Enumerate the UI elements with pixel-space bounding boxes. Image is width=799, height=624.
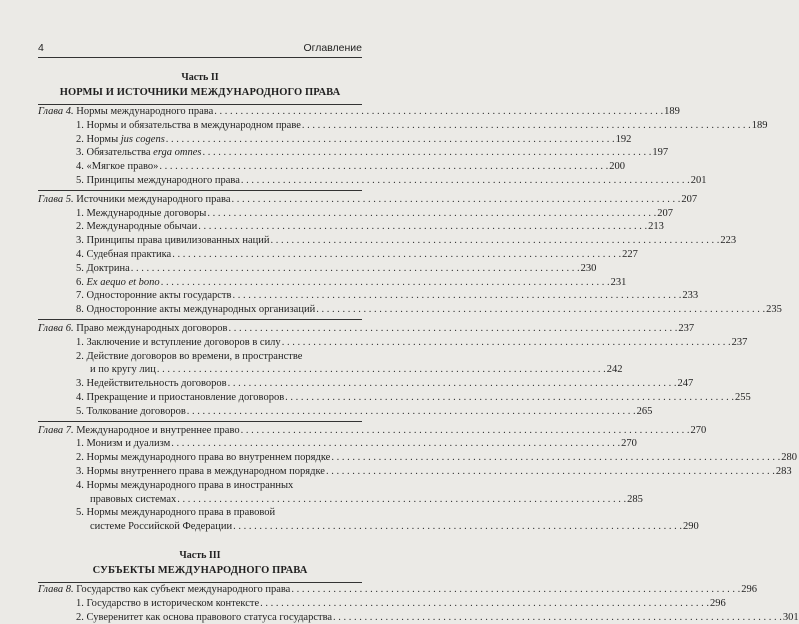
- section-title: 4. «Мягкое право»: [76, 160, 158, 174]
- section-entry[interactable]: [38, 234, 362, 248]
- page-ref: 237: [678, 322, 694, 336]
- running-head: [38, 0, 362, 58]
- section-title: 2. Нормы международного права во внутреннем порядке: [76, 451, 330, 465]
- chapter-title: Международное и внутреннее право: [76, 425, 239, 436]
- section-title-latin: jus cogens: [121, 134, 165, 145]
- section-entry[interactable]: [38, 391, 362, 405]
- page-ref: 207: [657, 207, 673, 221]
- page-ref: 201: [691, 174, 707, 188]
- section-title-line: 4. Нормы международного права в иностранных: [38, 479, 362, 493]
- section-title: 3. Принципы права цивилизованных наций: [76, 234, 270, 248]
- page-ref: 223: [720, 234, 736, 248]
- section-title: 5. Принципы международного права: [76, 174, 240, 188]
- page-ref: 255: [735, 391, 751, 405]
- page-ref: 290: [683, 520, 699, 534]
- section-title: 2. Международные обычаи: [76, 220, 197, 234]
- section-entry[interactable]: [38, 437, 362, 451]
- page-ref: 213: [648, 220, 664, 234]
- part-label: Часть II: [38, 70, 362, 85]
- part-label: Часть III: [38, 548, 362, 563]
- page-number: 4: [38, 42, 44, 54]
- page-ref: 247: [677, 377, 693, 391]
- page-ref: 285: [627, 493, 643, 507]
- chapter-title: Источники международного права: [76, 194, 230, 205]
- part-heading: [38, 70, 362, 100]
- section-entry[interactable]: [38, 520, 362, 534]
- divider: [38, 319, 362, 320]
- section-entry[interactable]: [38, 276, 362, 290]
- section-title: 1. Государство в историческом контексте: [76, 597, 259, 611]
- section-entry[interactable]: [38, 207, 362, 221]
- chapter-entry[interactable]: [38, 424, 362, 438]
- section-entry[interactable]: [38, 493, 362, 507]
- page-ref: 200: [609, 160, 625, 174]
- section-title: 5. Доктрина: [76, 262, 130, 276]
- section-entry[interactable]: [38, 220, 362, 234]
- chapter-label: Глава 8.: [38, 584, 74, 595]
- section-title: 5. Толкование договоров: [76, 405, 186, 419]
- page-ref: 192: [616, 133, 632, 147]
- section-entry[interactable]: [38, 248, 362, 262]
- page-ref: 197: [652, 146, 668, 160]
- page-ref: 189: [752, 119, 768, 133]
- section-title-continued: и по кругу лиц: [90, 363, 156, 377]
- page-ref: 237: [732, 336, 748, 350]
- page-ref: 296: [710, 597, 726, 611]
- section-title: 3. Нормы внутреннего права в международном порядке: [76, 465, 325, 479]
- table-of-contents-continued: [38, 583, 362, 624]
- page-ref: 235: [766, 303, 782, 317]
- section-title-line: 5. Нормы международного права в правовой: [38, 506, 362, 520]
- section-entry[interactable]: [38, 377, 362, 391]
- section-title-line: 2. Действие договоров во времени, в пространстве: [38, 350, 362, 364]
- chapter-entry[interactable]: [38, 193, 362, 207]
- part-title: НОРМЫ И ИСТОЧНИКИ МЕЖДУНАРОДНОГО ПРАВА: [38, 85, 362, 100]
- page-ref: 301: [783, 611, 799, 624]
- book-page: [0, 0, 400, 600]
- section-title-latin: erga omnes: [153, 147, 201, 158]
- page-ref: 207: [681, 193, 697, 207]
- section-title: 8. Односторонние акты международных организаций: [76, 303, 315, 317]
- chapter-entry[interactable]: [38, 583, 362, 597]
- section-entry[interactable]: [38, 262, 362, 276]
- section-title-continued: системе Российской Федерации: [90, 520, 232, 534]
- chapter-title: Государство как субъект международного права: [76, 584, 290, 595]
- section-entry[interactable]: [38, 303, 362, 317]
- section-entry[interactable]: [38, 611, 362, 624]
- section-title: 4. Прекращение и приостановление договоров: [76, 391, 284, 405]
- section-entry[interactable]: [38, 160, 362, 174]
- table-of-contents: [38, 105, 362, 534]
- section-title: 2. Нормы: [76, 134, 121, 145]
- section-title: 4. Судебная практика: [76, 248, 171, 262]
- section-entry[interactable]: [38, 289, 362, 303]
- section-title: 3. Обязательства: [76, 147, 153, 158]
- page-ref: 270: [690, 424, 706, 438]
- page-ref: 265: [637, 405, 653, 419]
- section-entry[interactable]: [38, 336, 362, 350]
- section-entry[interactable]: [38, 465, 362, 479]
- section-title: 1. Заключение и вступление договоров в силу: [76, 336, 281, 350]
- chapter-entry[interactable]: [38, 322, 362, 336]
- chapter-title: Право международных договоров: [76, 323, 227, 334]
- section-title: 1. Нормы и обязательства в международном праве: [76, 119, 301, 133]
- divider: [38, 190, 362, 191]
- section-entry[interactable]: [38, 174, 362, 188]
- section-entry[interactable]: [38, 133, 362, 147]
- section-entry[interactable]: [38, 146, 362, 160]
- section-title-latin: Ex aequo et bono: [87, 277, 160, 288]
- page-ref: 230: [581, 262, 597, 276]
- page-ref: 189: [664, 105, 680, 119]
- chapter-title: Нормы международного права: [76, 106, 213, 117]
- section-title: 7. Односторонние акты государств: [76, 289, 231, 303]
- section-entry[interactable]: [38, 363, 362, 377]
- section-title: 6.: [76, 277, 87, 288]
- section-title: 1. Монизм и дуализм: [76, 437, 170, 451]
- section-title: 2. Суверенитет как основа правового статуса государства: [76, 611, 332, 624]
- chapter-label: Глава 6.: [38, 323, 74, 334]
- chapter-label: Глава 7.: [38, 425, 74, 436]
- chapter-label: Глава 4.: [38, 106, 74, 117]
- chapter-label: Глава 5.: [38, 194, 74, 205]
- section-title: 1. Международные договоры: [76, 207, 206, 221]
- section-title-continued: правовых системах: [90, 493, 176, 507]
- page-ref: 283: [776, 465, 792, 479]
- chapter-entry[interactable]: [38, 105, 362, 119]
- section-entry[interactable]: [38, 451, 362, 465]
- section-entry[interactable]: [38, 405, 362, 419]
- page-ref: 242: [607, 363, 623, 377]
- page-ref: 280: [781, 451, 797, 465]
- divider: [38, 421, 362, 422]
- page-ref: 227: [622, 248, 638, 262]
- part-title: СУБЪЕКТЫ МЕЖДУНАРОДНОГО ПРАВА: [38, 563, 362, 578]
- section-entry[interactable]: [38, 119, 362, 133]
- part-heading: [38, 548, 362, 578]
- section-title: 3. Недействительность договоров: [76, 377, 227, 391]
- page-ref: 270: [621, 437, 637, 451]
- page-ref: 231: [611, 276, 627, 290]
- page-ref: 296: [741, 583, 757, 597]
- page-ref: 233: [682, 289, 698, 303]
- section-title: Оглавление: [303, 42, 362, 54]
- section-entry[interactable]: [38, 597, 362, 611]
